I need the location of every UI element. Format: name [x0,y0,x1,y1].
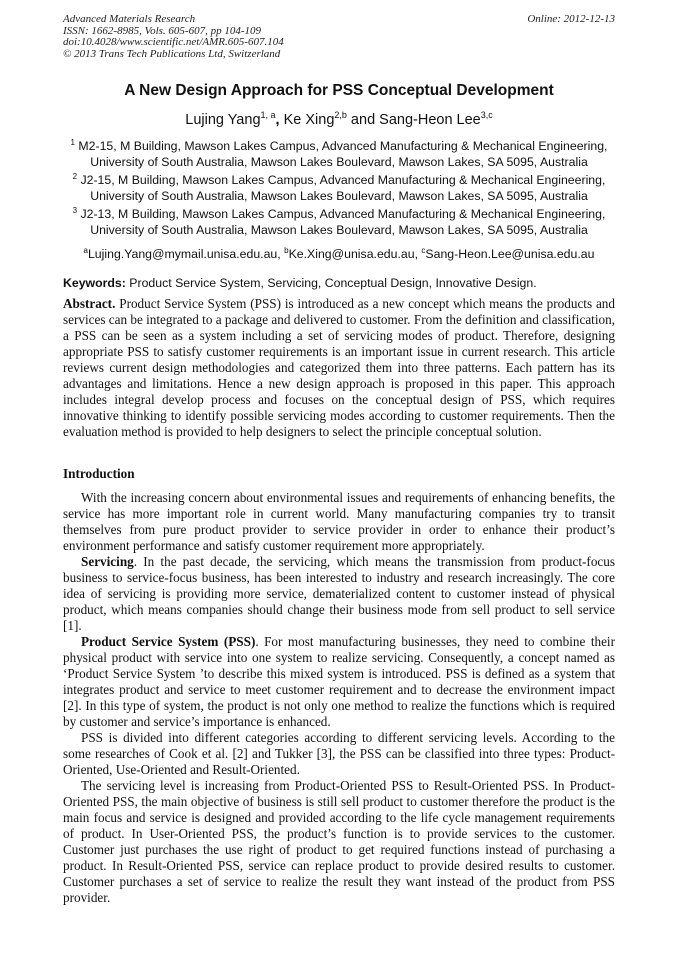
paragraph-lead: Product Service System (PSS) [81,634,256,649]
email-separator: , [277,247,285,261]
issn-line: ISSN: 1662-8985, Vols. 605-607, pp 104-109 [63,24,261,37]
affiliation-1 [59,138,619,170]
keywords-text: Product Service System, Servicing, Conceptual Design, Innovative Design. [125,276,537,290]
email-list [63,247,615,261]
email-link[interactable]: Sang-Heon.Lee@unisa.edu.au [425,247,595,261]
paragraph-text: . For most manufacturing businesses, they need to combine their physical product with service into one system to realize servicing. Consequently, a concept named as ‘Product Service System ’to describe this mixed system is introduced. PSS is defined as a system that integrates product and service to meet customer requirement and to decrease the environment impact [2]. In this type of system, the product is not only one method to realize the functions which is required by customer and service’s importance is enhanced. [63,634,615,729]
paragraph-text: PSS is divided into different categories according to different servicing levels. According to the some researches of Cook et al. [2] and Tukker [3], the PSS can be classified into three types: Product-Oriented, Use-Oriented and Result-Oriented. [63,730,615,777]
paragraph [63,554,615,634]
email-superscript: b [284,246,289,255]
author-name: Ke Xing [283,112,335,128]
paragraph-text: The servicing level is increasing from Product-Oriented PSS to Result-Oriented PSS. In Product-Oriented PSS, the main objective of business is still sell product to customer therefore the product is the main focus and service is designed and provided according to the life cycle management requirements of product. In User-Oriented PSS, the product’s function is to provide services to the customer. Customer just purchases the use right of product to get required functions instead of purchasing a product. In Result-Oriented PSS, service can replace product to provide desired results to customer. Customer purchases a set of service to realize the result they want instead of the product from PSS provider. [63,778,615,905]
paragraph [63,730,615,778]
paragraph-lead: Servicing [81,554,134,569]
affiliation-2 [59,172,619,204]
paragraph [63,634,615,730]
email-separator: , [414,247,422,261]
affiliation-number: 1 [70,138,75,147]
introduction-body [63,490,615,906]
abstract-text: Product Service System (PSS) is introduced as a new concept which means the products and services can be integrated to a package and delivered to customer. From the definition and classification, a PSS can be seen as a system including a set of servicing modes of product. Therefore, designing appropriate PSS to satisfy customer requirements is an important issue in current research. This article reviews current design methodologies and categorized them into three patterns. Each pattern has its advantages and limitations. Hence a new design approach is proposed in this paper. This approach includes integral develop process and focuses on the conceptual design of PSS, which requires innovative thinking to identify possible servicing modes according to customer requirements. Then the evaluation method is provided to help designers to select the principle conceptual solution. [63,296,615,439]
abstract-label: Abstract. [63,296,116,311]
affiliation-line: University of South Australia, Mawson Lakes Boulevard, Mawson Lakes, SA 5095, Australia [90,189,588,203]
abstract [63,296,615,440]
email-superscript: c [421,246,426,255]
author-separator: , [275,112,284,128]
affiliation-line: University of South Australia, Mawson Lakes Boulevard, Mawson Lakes, SA 5095, Australia [90,223,588,237]
paragraph [63,490,615,554]
author-name: Lujing Yang [185,112,261,128]
keywords-label: Keywords: [63,276,126,290]
author-superscript: 3,c [480,110,493,120]
copyright-line: © 2013 Trans Tech Publications Ltd, Switzerland [63,47,281,60]
author-separator: and [346,112,380,128]
doi-line[interactable]: doi:10.4028/www.scientific.net/AMR.605-607.104 [63,36,284,48]
paragraph-text: With the increasing concern about environmental issues and requirements of enhancing benefits, the service has more important role in current world. Many manufacturing companies try to transit themselves from pure product provider to service provider in order to enhance their product’s environment performance and satisfy customer requirement more appropriately. [63,490,615,553]
journal-name: Advanced Materials Research [63,13,196,25]
affiliation-line: J2-15, M Building, Mawson Lakes Campus, Advanced Manufacturing & Mechanical Engineering, [80,173,606,187]
email-link[interactable]: Lujing.Yang@mymail.unisa.edu.au [87,247,278,261]
affiliation-line: University of South Australia, Mawson Lakes Boulevard, Mawson Lakes, SA 5095, Australia [90,155,588,169]
affiliation-line: J2-13, M Building, Mawson Lakes Campus, Advanced Manufacturing & Mechanical Engineering, [80,207,606,221]
affiliation-3 [59,206,619,238]
email-superscript: a [83,246,88,255]
journal-header [63,14,284,60]
author-superscript: 2,b [334,110,347,120]
affiliation-number: 2 [72,172,78,181]
email-link[interactable]: Ke.Xing@unisa.edu.au [288,247,415,261]
paragraph-text: . In the past decade, the servicing, which means the transmission from product-focus business to service-focus business, has been interested to industry and research increasingly. The core idea of servicing is providing more service, dematerialized content to customer instead of physical product, which means companies should change their business mode from sell product to sell service [1]. [63,554,615,633]
section-heading-introduction: Introduction [63,466,135,481]
online-date: Online: 2012-12-13 [527,13,615,25]
author-superscript: 1, a [260,110,276,120]
author-name: Sang-Heon Lee [379,112,481,128]
affiliation-line: M2-15, M Building, Mawson Lakes Campus, Advanced Manufacturing & Mechanical Engineering, [78,139,608,153]
author-list [63,112,615,128]
paragraph [63,778,615,906]
keywords [63,276,623,290]
paper-title: A New Design Approach for PSS Conceptual Development [124,82,554,99]
affiliation-number: 3 [72,206,78,215]
